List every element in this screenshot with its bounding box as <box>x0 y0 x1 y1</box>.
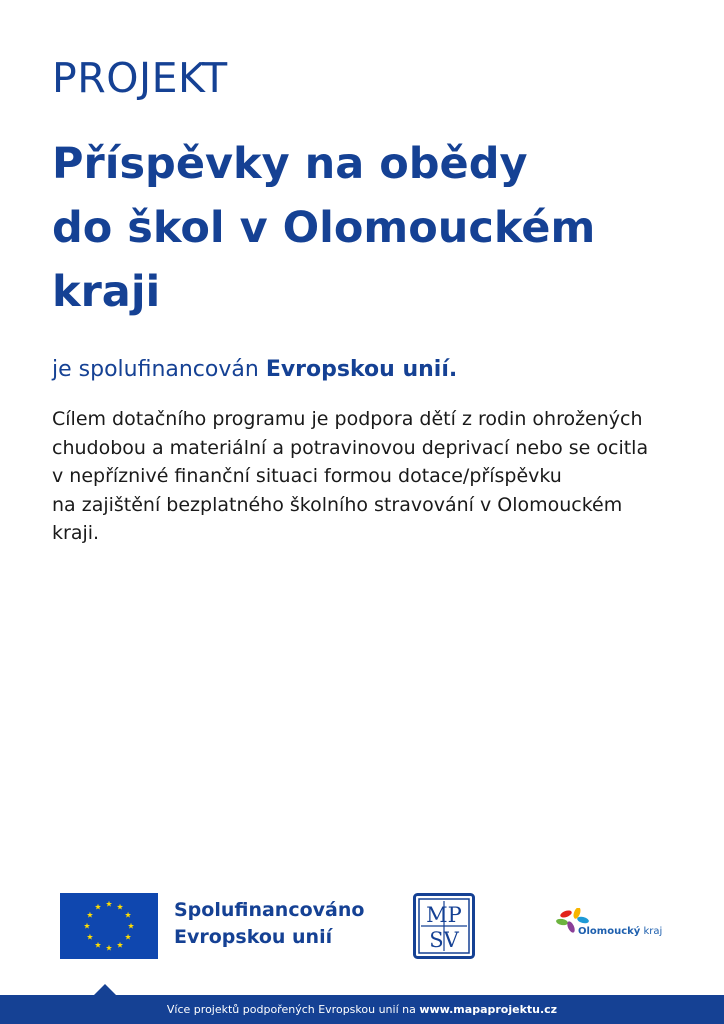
footer-link[interactable]: www.mapaprojektu.cz <box>419 1003 558 1016</box>
footer-prefix: Více projektů podpořených Evropskou unií na <box>166 1003 420 1016</box>
page-title <box>52 132 692 324</box>
mpsv-logo <box>413 893 475 959</box>
subtitle-prefix: je spolufinancován <box>52 357 266 382</box>
title-line-3: kraji <box>52 267 161 317</box>
kicker-label: PROJEKT <box>52 54 228 102</box>
project-description <box>52 405 692 548</box>
eu-label-line-1: Spolufinancováno <box>174 899 365 921</box>
olomoucky-kraj-label <box>578 926 662 937</box>
eu-cofinanced-label <box>174 897 364 951</box>
eu-flag-icon <box>60 893 158 959</box>
description-line-5: kraji. <box>52 522 100 544</box>
title-line-2: do škol v Olomouckém <box>52 203 596 253</box>
ok-name-rest: kraj <box>640 926 663 937</box>
footer-notch <box>94 984 116 995</box>
title-line-1: Příspěvky na obědy <box>52 139 528 189</box>
description-line-3: v nepříznivé finanční situaci formou dotace/příspěvku <box>52 465 562 487</box>
subtitle-emphasis: Evropskou unií. <box>265 357 458 382</box>
ok-name-bold: Olomoucký <box>578 926 641 937</box>
mpsv-logo-top: MP <box>426 903 462 927</box>
description-line-4: na zajištění bezplatného školního stravování v Olomouckém <box>52 493 623 516</box>
subtitle <box>52 356 457 384</box>
description-line-1: Cílem dotačního programu je podpora dětí z rodin ohrožených <box>52 408 643 430</box>
description-line-2: chudobou a materiální a potravinovou deprivací nebo se ocitla <box>52 436 649 459</box>
footer-text <box>0 1003 724 1017</box>
eu-label-line-2: Evropskou unií <box>174 926 333 948</box>
mpsv-logo-bottom: SV <box>429 928 459 952</box>
